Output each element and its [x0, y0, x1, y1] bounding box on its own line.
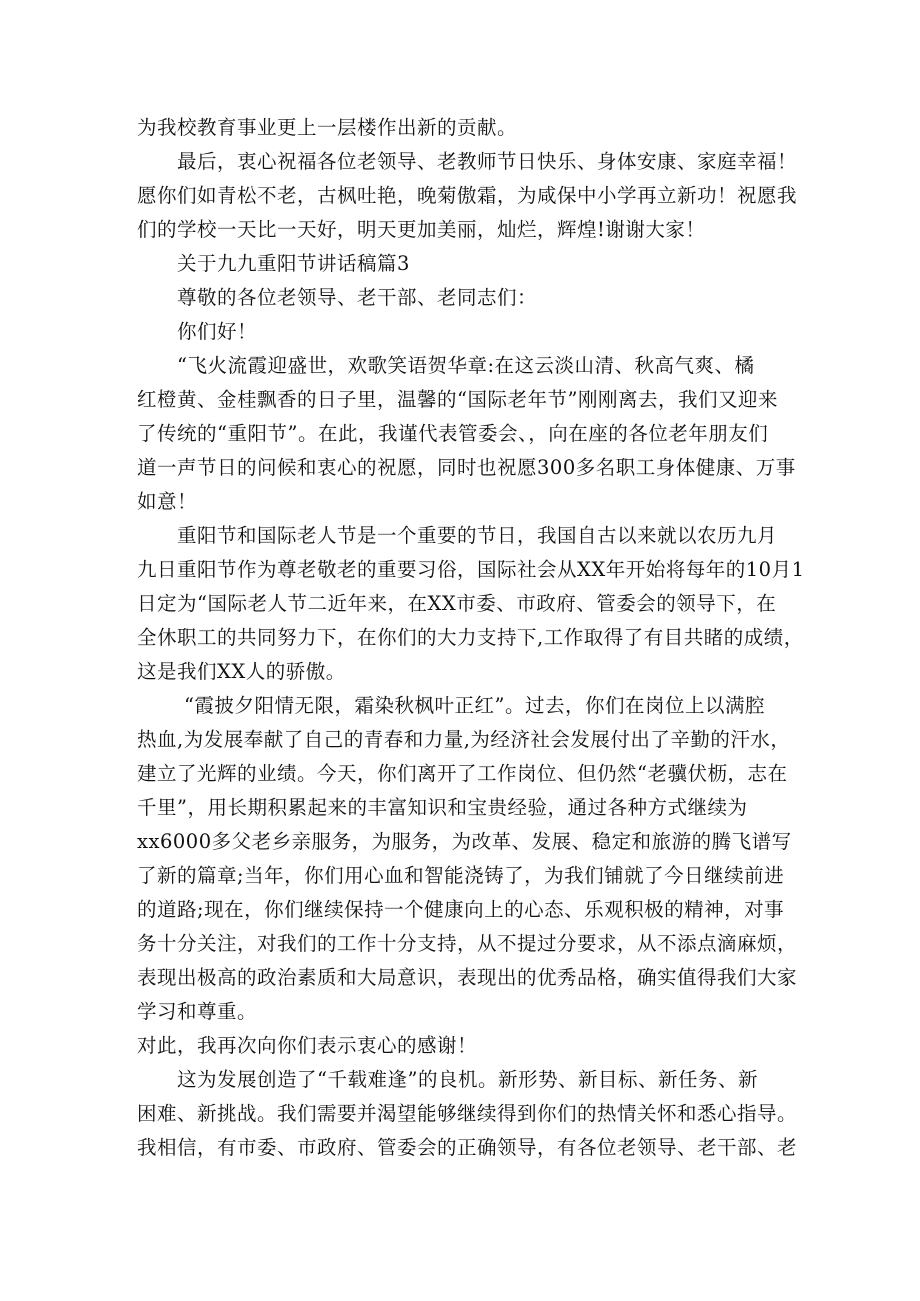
text-line: 我相信，有市委、市政府、管委会的正确领导，有各位老领导、老干部、老: [137, 1136, 798, 1159]
text-line: 对此，我再次向你们表示衷心的感谢！: [137, 1034, 478, 1057]
section-heading: 关于九九重阳节讲话稿篇3: [177, 252, 410, 275]
text-line: 学习和尊重。: [137, 1000, 258, 1023]
text-line: 了传统的“重阳节”。在此，我谨代表管委会、，向在座的各位老年朋友们: [137, 422, 769, 445]
text-line: “飞火流霞迎盛世，欢歌笑语贺华章:在这云淡山清、秋高气爽、橘: [177, 354, 755, 377]
greeting: 你们好！: [177, 320, 258, 343]
text-line: 为我校教育事业更上一层楼作出新的贡献。: [137, 116, 518, 139]
text-line: 最后，衷心祝福各位老领导、老教师节日快乐、身体安康、家庭幸福！: [177, 150, 798, 173]
text-line: 全休职工的共同努力下，在你们的大力支持下,工作取得了有目共睹的成绩，: [137, 626, 804, 649]
text-line: 如意！: [137, 490, 198, 513]
text-line: 日定为“国际老人节二近年来，在XX市委、市政府、管委会的领导下，在: [137, 592, 777, 615]
text-line: 千里”，用长期积累起来的丰富知识和宝贵经验，通过各种方式继续为: [137, 796, 748, 819]
page-footer-area: [0, 1258, 920, 1301]
text-line: “霞披夕阳情无限，霜染秋枫叶正红”。过去，你们在岗位上以满腔: [184, 694, 765, 717]
text-line: 表现出极高的政治素质和大局意识，表现出的优秀品格，确实值得我们大家: [137, 966, 798, 989]
text-line: 困难、新挑战。我们需要并渴望能够继续得到你们的热情关怀和悉心指导。: [137, 1102, 798, 1125]
text-line: 道一声节日的问候和衷心的祝愿，同时也祝愿300多名职工身体健康、万事: [137, 456, 796, 479]
text-line: 重阳节和国际老人节是一个重要的节日，我国自古以来就以农历九月: [177, 524, 778, 547]
text-line: 务十分关注，对我们的工作十分支持，从不提过分要求，从不添点滴麻烦，: [137, 932, 798, 955]
text-line: 了新的篇章;当年，你们用心血和智能浇铸了，为我们铺就了今日继续前进: [137, 864, 785, 887]
text-line: xx6000多父老乡亲服务，为服务，为改革、发展、稳定和旅游的腾飞谱写: [137, 830, 792, 853]
text-line: 热血,为发展奉献了自己的青春和力量,为经济社会发展付出了辛勤的汗水，: [137, 728, 791, 751]
text-line: 这为发展创造了“千载难逢”的良机。新形势、新目标、新任务、新: [177, 1068, 758, 1091]
text-line: 愿你们如青松不老，古枫吐艳，晚菊傲霜，为咸保中小学再立新功！祝愿我: [137, 184, 798, 207]
text-line: 建立了光辉的业绩。今天，你们离开了工作岗位、但仍然“老骥伏枥，志在: [137, 762, 788, 785]
text-line: 九日重阳节作为尊老敬老的重要习俗，国际社会从XX年开始将每年的10月1: [137, 558, 805, 581]
footer-bar: [0, 1258, 920, 1301]
text-line: 的道路;现在，你们继续保持一个健康向上的心态、乐观积极的精神，对事: [137, 898, 785, 921]
text-line: 们的学校一天比一天好，明天更加美丽，灿烂，辉煌!谢谢大家！: [137, 218, 706, 241]
text-line: 这是我们XX人的骄傲。: [137, 660, 346, 683]
text-line: 红橙黄、金桂飘香的日子里，温馨的“国际老年节”刚刚离去，我们又迎来: [137, 388, 778, 411]
salutation: 尊敬的各位老领导、老干部、老同志们：: [177, 286, 538, 309]
